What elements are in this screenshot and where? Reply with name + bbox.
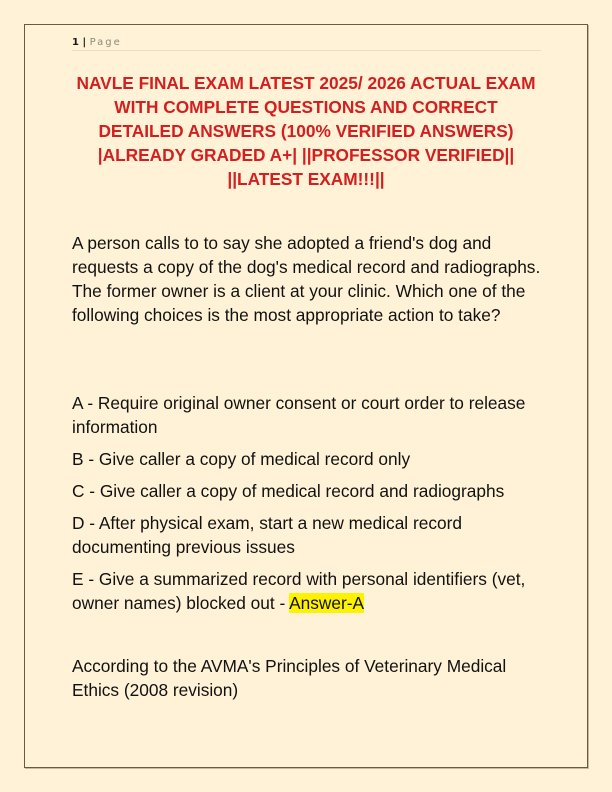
answer-options [72,391,547,623]
option-a: A - Require original owner consent or court order to release information [72,393,526,437]
page-label: Page [89,37,122,48]
option-d: D - After physical exam, start a new medical record documenting previous issues [72,513,462,557]
page-number: 1 [72,37,79,48]
option-c: C - Give caller a copy of medical record and radiographs [72,481,505,501]
correct-answer-highlight: Answer-A [289,593,364,613]
page-header [72,35,541,51]
option-e-text: E - Give a summarized record with personal identifiers (vet, owner names) blocked out - [72,569,526,613]
option-e [72,567,547,615]
page-separator: | [78,37,90,48]
option-b: B - Give caller a copy of medical record only [72,449,411,469]
document-title: NAVLE FINAL EXAM LATEST 2025/ 2026 ACTUAL EXAM WITH COMPLETE QUESTIONS AND CORRECT DETAILED ANSWERS (100% VERIFIED ANSWERS) |ALREADY GRADED A+| ||PROFESSOR VERIFIED|| ||LATEST EXAM!!!|| [76,73,536,189]
reference-text: According to the AVMA's Principles of Veterinary Medical Ethics (2008 revision) [72,656,507,700]
question-text: A person calls to to say she adopted a friend's dog and requests a copy of the dog's medical record and radiographs. The former owner is a client at your clinic. Which one of the following choices is the most appropriate action to take? [72,233,541,325]
